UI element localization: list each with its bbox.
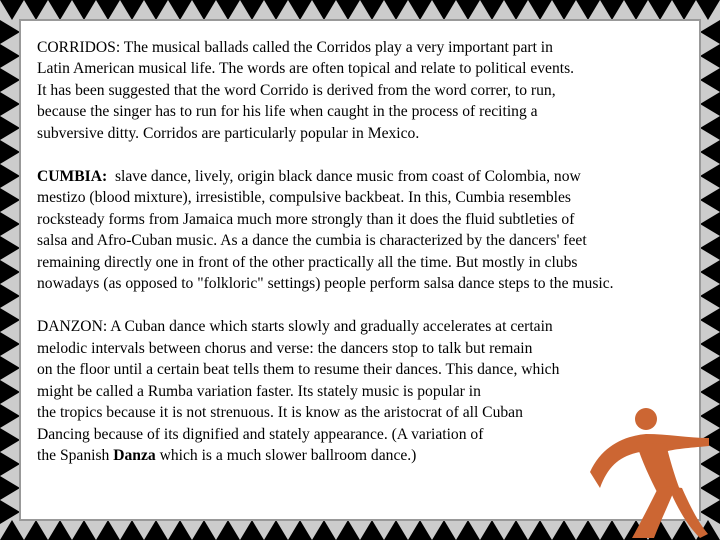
entry-line: [37, 316, 709, 337]
entry-corridos: [37, 37, 709, 144]
entry-line: rocksteady forms from Jamaica much more strongly than it does the fluid subtleties of: [37, 210, 575, 228]
entry-line: melodic intervals between chorus and verse: the dancers stop to talk but remain: [37, 339, 533, 357]
entry-line: subversive ditty. Corridos are particularly popular in Mexico.: [37, 124, 420, 142]
entry-term: CORRIDOS: [37, 39, 116, 56]
entry-line: on the floor until a certain beat tells them to resume their dances. This dance, which: [37, 361, 560, 379]
entry-emphasis: Danza: [113, 446, 156, 464]
entry-line: because the singer has to run for his life when caught in the process of reciting a: [37, 103, 538, 121]
entry-term: CUMBIA:: [37, 168, 108, 186]
entry-line: remaining directly one in front of the other practically all the time. But mostly in clubs: [37, 253, 578, 271]
entry-line: nowadays (as opposed to "folkloric" settings) people perform salsa dance steps to the music.: [37, 275, 614, 293]
dancer-leg-left: [632, 486, 676, 538]
entry-text: : A Cuban dance which starts slowly and gradually accelerates at certain: [102, 318, 553, 336]
entry-text: which is a much slower ballroom dance.): [155, 446, 417, 464]
dancer-head: [635, 408, 657, 430]
entry-line: salsa and Afro-Cuban music. As a dance the cumbia is characterized by the dancers' feet: [37, 232, 587, 250]
entry-line: [37, 166, 709, 187]
entry-line: [37, 37, 709, 58]
entry-term: DANZON: [37, 318, 103, 336]
entry-text: the Spanish: [37, 446, 114, 464]
dancer-icon: [588, 402, 710, 538]
entry-line: Latin American musical life. The words are often topical and relate to political events.: [37, 60, 575, 78]
entry-cumbia: [37, 166, 709, 294]
entry-line: the tropics because it is not strenuous. It is know as the aristocrat of all Cuban: [37, 404, 523, 422]
entry-line: It has been suggested that the word Corrido is derived from the word correr, to run,: [37, 81, 556, 99]
entry-text: : The musical ballads called the Corridos play a very important part in: [115, 39, 553, 56]
entry-text: slave dance, lively, origin black dance music from coast of Colombia, now: [107, 168, 581, 186]
entry-line: might be called a Rumba variation faster. Its stately music is popular in: [37, 382, 481, 400]
dancer-leg-right: [668, 486, 708, 538]
entry-line: mestizo (blood mixture), irresistible, compulsive backbeat. In this, Cumbia resembles: [37, 189, 571, 207]
entry-line: Dancing because of its dignified and stately appearance. (A variation of: [37, 425, 484, 443]
